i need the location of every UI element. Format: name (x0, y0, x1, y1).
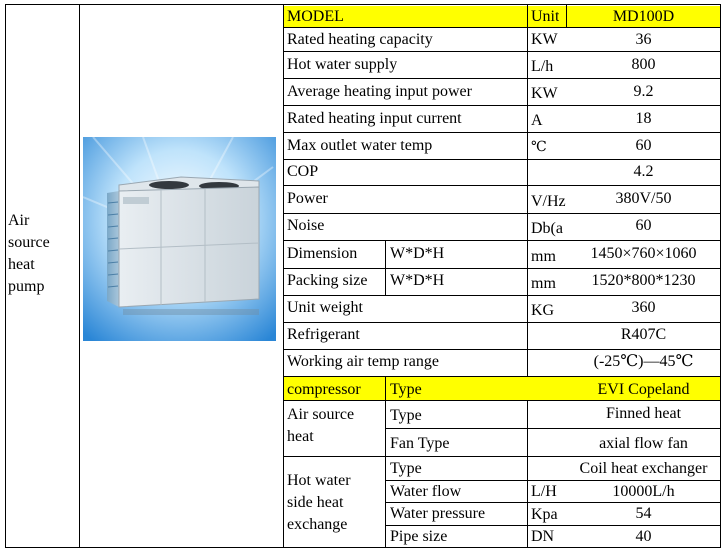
row-name: Dimension (287, 245, 358, 262)
grid-line (283, 185, 721, 186)
grid-line (283, 376, 721, 377)
water-side-line: Hot water (287, 472, 351, 489)
row-name: Working air temp range (287, 353, 439, 370)
row-name: Refrigerant (287, 326, 360, 343)
row-name: Rated heating capacity (287, 31, 433, 48)
row-value: 360 (631, 299, 656, 316)
grid-line (283, 159, 721, 160)
row-unit: L/h (531, 58, 554, 75)
row-value: R407C (620, 326, 667, 343)
row-value: 380V/50 (615, 190, 672, 207)
row-name: Hot water supply (287, 56, 398, 73)
row-name: Rated heating input current (287, 110, 462, 127)
grid-line (283, 4, 284, 548)
grid-line (720, 4, 721, 548)
grid-line (385, 428, 721, 429)
water-side-label (287, 470, 383, 536)
heat-pump-image (83, 137, 276, 341)
category-line: Air (8, 212, 30, 229)
water-side-unit: L/H (531, 483, 557, 500)
grid-line (79, 4, 80, 548)
row-value: 800 (631, 56, 656, 73)
row-name: Packing size (287, 272, 368, 289)
row-sub: W*D*H (390, 245, 445, 262)
grid-line (283, 240, 721, 241)
grid-line (283, 105, 721, 106)
row-value: 9.2 (633, 83, 654, 100)
compressor-sub: Type (390, 381, 422, 398)
row-value: 60 (635, 137, 652, 154)
water-side-unit: DN (531, 528, 555, 545)
row-name: Power (287, 190, 328, 207)
grid-line (283, 51, 721, 52)
unit-label: Unit (531, 8, 560, 25)
grid-line (283, 268, 721, 269)
air-side-line: Air source (287, 406, 355, 423)
water-side-sub: Water pressure (390, 505, 486, 522)
row-unit: KG (531, 302, 555, 319)
model-value: MD100D (612, 8, 675, 25)
grid-line (5, 547, 721, 548)
row-unit: KW (531, 31, 558, 48)
water-side-value: 10000L/h (612, 483, 675, 500)
row-value: (-25℃)—45℃ (593, 353, 694, 370)
category-label (8, 210, 78, 298)
air-side-label (287, 404, 383, 454)
category-line: pump (8, 278, 45, 295)
row-unit: ℃ (531, 140, 547, 155)
water-side-line: side heat (287, 494, 344, 511)
model-label: MODEL (287, 8, 344, 25)
row-value: 4.2 (633, 163, 654, 180)
air-side-sub: Fan Type (390, 435, 450, 452)
row-name: COP (287, 163, 319, 180)
air-side-line: heat (287, 428, 314, 445)
category-line: source (8, 234, 50, 251)
grid-line (283, 27, 721, 28)
grid-line (283, 349, 721, 350)
row-unit: A (531, 112, 543, 129)
compressor-value: EVI Copeland (597, 381, 690, 398)
grid-line (5, 4, 6, 548)
row-unit: V/Hz (531, 193, 566, 210)
grid-line (385, 525, 721, 526)
grid-line (283, 78, 721, 79)
row-value: 60 (635, 217, 652, 234)
water-side-unit: Kpa (531, 506, 558, 523)
air-side-value: axial flow fan (599, 435, 688, 452)
row-name: Average heating input power (287, 83, 472, 100)
compressor-label: compressor (287, 381, 361, 398)
row-unit: mm (531, 248, 556, 265)
grid-line (283, 132, 721, 133)
water-side-value: Coil heat exchanger (579, 460, 708, 477)
grid-line (283, 295, 721, 296)
row-unit: Db(a (531, 220, 563, 237)
row-sub: W*D*H (390, 272, 445, 289)
grid-line (385, 376, 386, 548)
grid-line (283, 400, 721, 401)
air-side-value: Finned heat (605, 405, 682, 422)
row-unit: mm (531, 275, 556, 292)
grid-line (283, 456, 721, 457)
row-name: Max outlet water temp (287, 137, 433, 154)
grid-line (5, 4, 721, 5)
row-unit: KW (531, 85, 558, 102)
water-side-line: exchange (287, 516, 348, 533)
grid-line (283, 322, 721, 323)
row-value: 1450×760×1060 (590, 245, 697, 262)
row-value: 36 (635, 31, 652, 48)
row-value: 18 (635, 110, 652, 127)
grid-line (527, 4, 528, 376)
grid-line (385, 480, 721, 481)
water-side-sub: Water flow (390, 483, 462, 500)
category-line: heat (8, 256, 35, 273)
row-name: Noise (287, 217, 325, 234)
water-side-sub: Type (390, 460, 422, 477)
grid-line (385, 502, 721, 503)
row-value: 1520*800*1230 (591, 272, 696, 289)
air-side-sub: Type (390, 407, 422, 424)
water-side-value: 40 (635, 528, 652, 545)
water-side-value: 54 (635, 505, 652, 522)
grid-line (283, 213, 721, 214)
row-name: Unit weight (287, 299, 363, 316)
water-side-sub: Pipe size (390, 528, 448, 545)
